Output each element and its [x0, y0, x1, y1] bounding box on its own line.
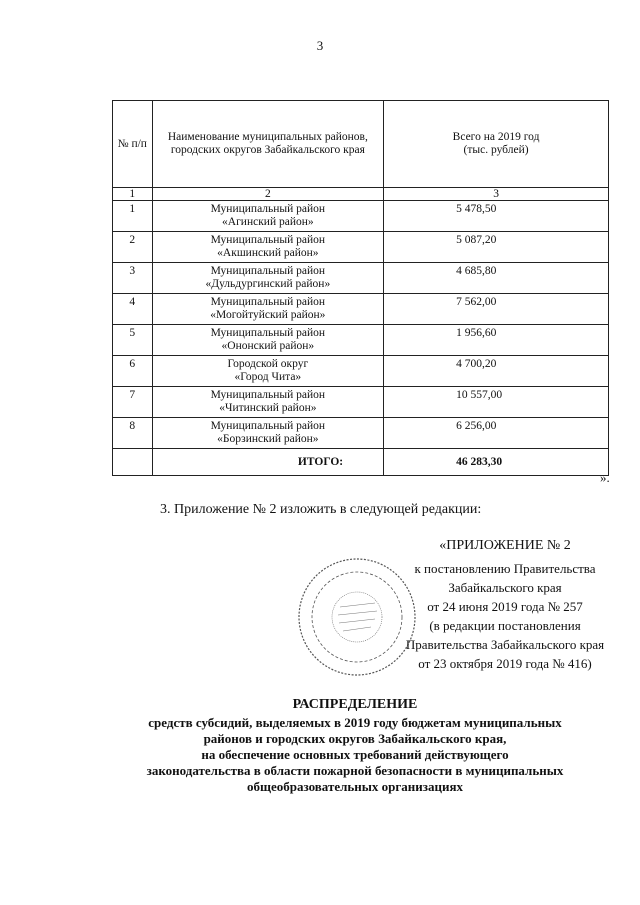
heading-line: законодательства в области пожарной безопасности в муниципальных [146, 763, 564, 778]
row-name [152, 418, 384, 449]
row-total: 10 557,00 [384, 387, 609, 418]
row-total: 5 087,20 [384, 232, 609, 263]
index-cell: 1 [113, 188, 153, 201]
heading-line: средств субсидий, выделяемых в 2019 году бюджетам муниципальных [148, 715, 562, 730]
row-num: 3 [113, 263, 153, 294]
appendix-block [380, 536, 630, 673]
table-row [113, 418, 609, 449]
row-name-line2: «Борзинский район» [217, 433, 319, 445]
row-name-line1: Муниципальный район [210, 296, 326, 308]
page-number: 3 [316, 38, 324, 53]
appendix-title: «ПРИЛОЖЕНИЕ № 2 [439, 538, 571, 553]
row-total: 5 478,50 [384, 201, 609, 232]
header-total [384, 101, 609, 188]
row-name [152, 325, 384, 356]
header-total-line1: Всего на 2019 год [452, 131, 540, 143]
header-name-line2: городских округов Забайкальского края [170, 144, 365, 156]
row-name-line1: Муниципальный район [210, 203, 326, 215]
row-total: 4 700,20 [384, 356, 609, 387]
appendix-line: от 23 октября 2019 года № 416) [418, 656, 592, 671]
heading-line: районов и городских округов Забайкальского края, [203, 731, 507, 746]
row-name-line2: «Ононский район» [221, 340, 315, 352]
row-name-line1: Муниципальный район [210, 420, 326, 432]
row-name-line1: Муниципальный район [210, 389, 326, 401]
row-name [152, 201, 384, 232]
document-heading [100, 697, 610, 795]
row-name [152, 263, 384, 294]
appendix-line: к постановлению Правительства [414, 561, 596, 576]
total-value: 46 283,30 [384, 449, 609, 476]
row-name-line2: «Дульдургинский район» [205, 278, 331, 290]
row-total: 4 685,80 [384, 263, 609, 294]
row-total: 1 956,60 [384, 325, 609, 356]
row-num: 6 [113, 356, 153, 387]
table-index-row [113, 188, 609, 201]
row-name-line1: Муниципальный район [210, 327, 326, 339]
header-num: № п/п [113, 101, 153, 188]
header-name-line1: Наименование муниципальных районов, [167, 131, 368, 143]
appendix-line: (в редакции постановления [429, 618, 581, 633]
row-num: 8 [113, 418, 153, 449]
row-name-line2: «Город Чита» [234, 371, 302, 383]
row-num: 7 [113, 387, 153, 418]
table-row [113, 387, 609, 418]
table-row [113, 232, 609, 263]
heading-title: РАСПРЕДЕЛЕНИЕ [292, 697, 418, 712]
row-name-line2: «Читинский район» [219, 402, 317, 414]
row-name-line2: «Могойтуйский район» [210, 309, 326, 321]
subsidy-table [112, 100, 609, 476]
table-row [113, 201, 609, 232]
index-cell: 3 [384, 188, 609, 201]
appendix-line: от 24 июня 2019 года № 257 [427, 599, 583, 614]
row-num: 5 [113, 325, 153, 356]
row-num: 4 [113, 294, 153, 325]
row-num: 1 [113, 201, 153, 232]
table-total-row [113, 449, 609, 476]
total-label: ИТОГО: [152, 449, 384, 476]
index-cell: 2 [152, 188, 384, 201]
table-row [113, 356, 609, 387]
appendix-line: Забайкальского края [448, 580, 562, 595]
heading-line: общеобразовательных организациях [246, 779, 464, 794]
row-total: 7 562,00 [384, 294, 609, 325]
appendix-line: Правительства Забайкальского края [405, 637, 605, 652]
instruction-paragraph: 3. Приложение № 2 изложить в следующей редакции: [160, 502, 482, 517]
table-header-row [113, 101, 609, 188]
total-empty-cell [113, 449, 153, 476]
heading-line: на обеспечение основных требований действующего [201, 747, 509, 762]
row-name [152, 356, 384, 387]
row-name-line1: Городской округ [227, 358, 309, 370]
table-row [113, 294, 609, 325]
row-name-line1: Муниципальный район [210, 265, 326, 277]
row-name [152, 294, 384, 325]
row-name [152, 387, 384, 418]
closing-quote: ». [600, 470, 610, 485]
row-num: 2 [113, 232, 153, 263]
row-name [152, 232, 384, 263]
row-name-line1: Муниципальный район [210, 234, 326, 246]
header-total-line2: (тыс. рублей) [463, 144, 529, 156]
row-name-line2: «Акшинский район» [217, 247, 319, 259]
row-total: 6 256,00 [384, 418, 609, 449]
table-row [113, 325, 609, 356]
header-name [152, 101, 384, 188]
row-name-line2: «Агинский район» [222, 216, 314, 228]
table-row [113, 263, 609, 294]
